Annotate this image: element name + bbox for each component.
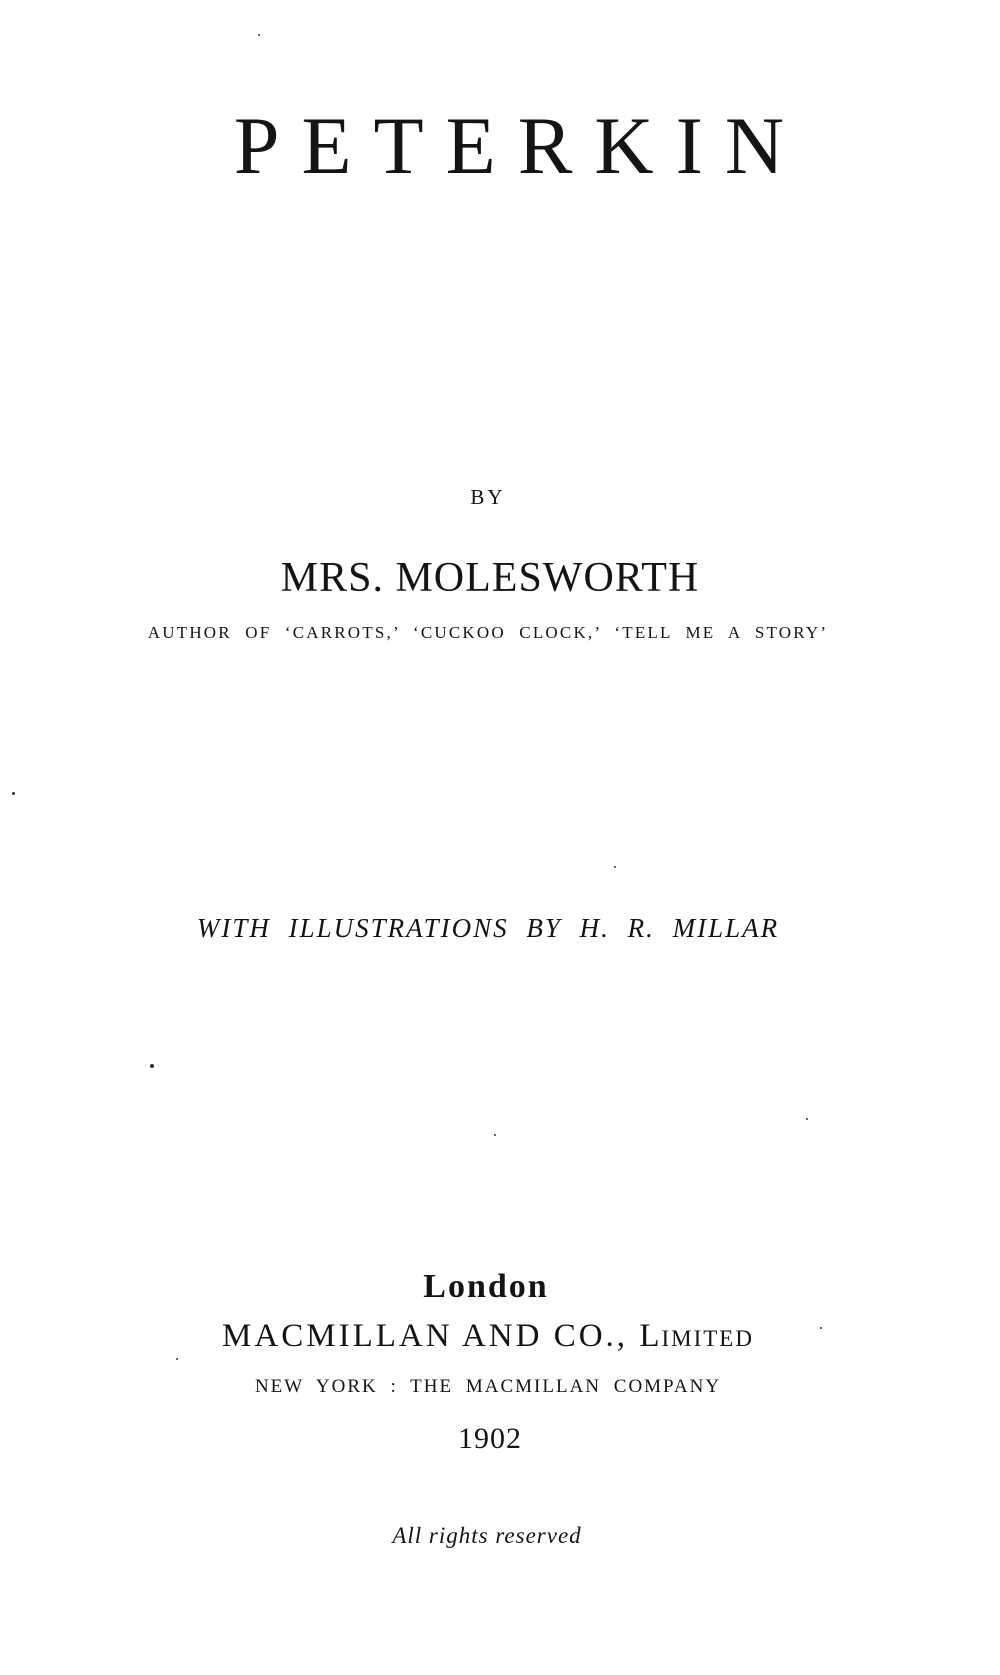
author-name: MRS. MOLESWORTH: [280, 555, 700, 601]
scan-speck: [150, 1064, 154, 1068]
scan-speck: [176, 1358, 178, 1360]
scan-speck: [806, 1118, 808, 1120]
scan-speck: [258, 34, 260, 36]
imprint-city: London: [423, 1268, 549, 1305]
scan-speck: [820, 1327, 822, 1329]
new-york-imprint: NEW YORK : THE MACMILLAN COMPANY: [254, 1376, 722, 1397]
publisher-suffix: Limited: [639, 1318, 754, 1354]
author-credits: AUTHOR OF ‘CARROTS,’ ‘CUCKOO CLOCK,’ ‘TELL ME A STORY’: [147, 623, 829, 642]
illustrator-credit: WITH ILLUSTRATIONS BY H. R. MILLAR: [196, 913, 780, 943]
scan-speck: [494, 1134, 496, 1136]
scan-speck: [614, 866, 616, 868]
publisher-line: [0, 1320, 988, 1353]
publication-year: 1902: [458, 1422, 522, 1455]
rights-notice: All rights reserved: [392, 1523, 582, 1548]
publisher-name: MACMILLAN AND CO.,: [222, 1318, 629, 1354]
book-title: PETERKIN: [233, 100, 807, 191]
by-line: BY: [470, 485, 506, 509]
scan-speck: [12, 792, 15, 795]
